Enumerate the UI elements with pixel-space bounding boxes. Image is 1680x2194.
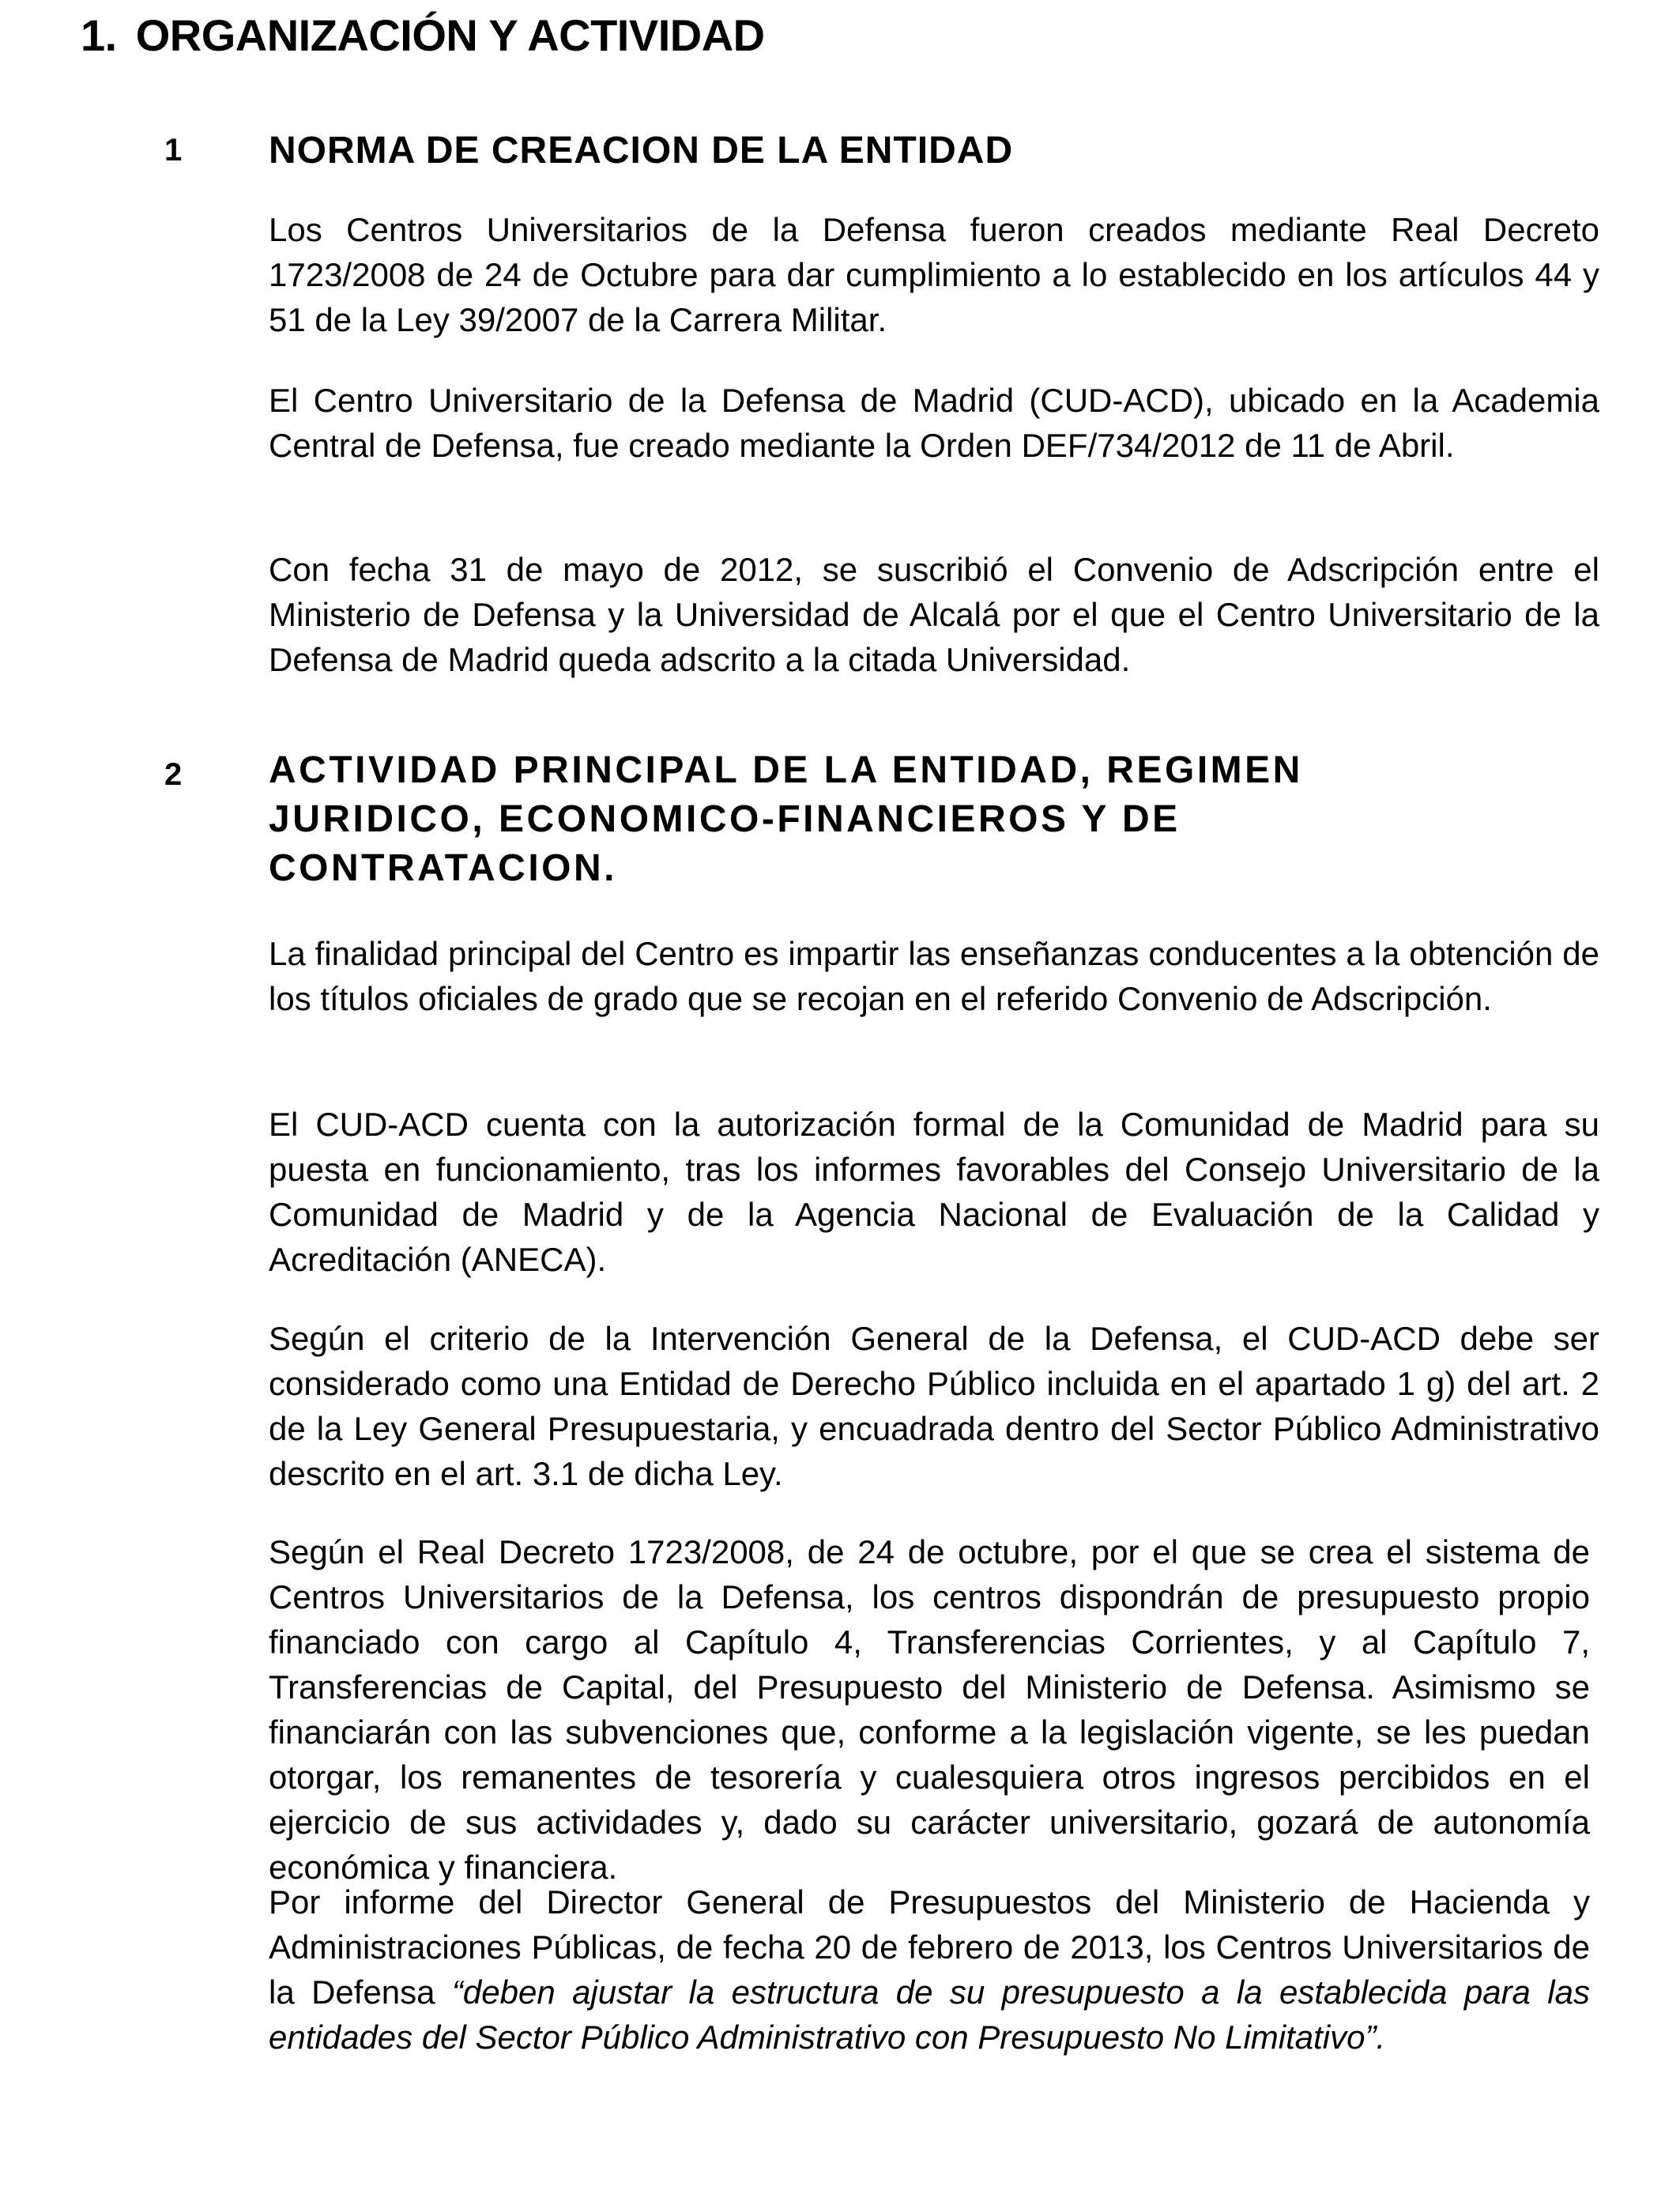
chapter-number: 1. (81, 10, 117, 60)
section-title: ACTIVIDAD PRINCIPAL DE LA ENTIDAD, REGIMEN JURIDICO, ECONOMICO-FINANCIEROS Y DE CONTRATACION. (269, 749, 1303, 889)
paragraph: La finalidad principal del Centro es impartir las enseñanzas conducentes a la obtención de los títulos oficiales de grado que se recojan en el referido Convenio de Adscripción. (269, 935, 1599, 1017)
chapter-heading (81, 9, 765, 61)
paragraph: El CUD-ACD cuenta con la autorización formal de la Comunidad de Madrid para su puesta en funcionamiento, tras los informes favorables del Consejo Universitario de la Comunidad de Madrid y de la Agencia Nacional de Evaluación de la Calidad y Acreditación (ANECA). (269, 1106, 1599, 1278)
paragraph: Según el criterio de la Intervención General de la Defensa, el CUD-ACD debe ser considerado como una Entidad de Derecho Público incluida en el apartado 1 g) del art. 2 de la Ley General Presupuestaria, y encuadrada dentro del Sector Público Administrativo descrito en el art. 3.1 de dicha Ley. (269, 1320, 1599, 1492)
chapter-title: ORGANIZACIÓN Y ACTIVIDAD (135, 10, 765, 60)
paragraph: Según el Real Decreto 1723/2008, de 24 de octubre, por el que se crea el sistema de Centros Universitarios de la Defensa, los centros dispondrán de presupuesto propio financiado con cargo al Capítulo 4, Transferencias Corrientes, y al Capítulo 7, Transferencias de Capital, del Presupuesto del Ministerio de Defensa. Asimismo se financiarán con las subvenciones que, conforme a la legislación vigente, se les puedan otorgar, los remanentes de tesorería y cualesquiera otros ingresos percibidos en el ejercicio de sus actividades y, dado su carácter universitario, gozará de autonomía económica y financiera. (269, 1533, 1590, 1886)
paragraph: Los Centros Universitarios de la Defensa fueron creados mediante Real Decreto 1723/2008 de 24 de Octubre para dar cumplimiento a lo establecido en los artículos 44 y 51 de la Ley 39/2007 de la Carrera Militar. (269, 211, 1599, 338)
paragraph: El Centro Universitario de la Defensa de Madrid (CUD-ACD), ubicado en la Academia Central de Defensa, fue creado mediante la Orden DEF/734/2012 de 11 de Abril. (269, 382, 1599, 464)
section-title: NORMA DE CREACION DE LA ENTIDAD (269, 130, 1014, 172)
section-number: 2 (164, 757, 183, 792)
paragraph-with-quote (269, 1879, 1590, 2060)
paragraph-lead: Por informe del Director General de Presupuestos del Ministerio de Hacienda y Administraciones Públicas, de fecha 20 de febrero de 2013, los Centros Universitarios de la Defensa (269, 1883, 1590, 2011)
section-number: 1 (164, 133, 183, 168)
paragraph-quote: “deben ajustar la estructura de su presupuesto a la establecida para las entidades del Sector Público Administrativo con Presupuesto No Limitativo”. (269, 1973, 1590, 2056)
paragraph: Con fecha 31 de mayo de 2012, se suscribió el Convenio de Adscripción entre el Ministerio de Defensa y la Universidad de Alcalá por el que el Centro Universitario de la Defensa de Madrid queda adscrito a la citada Universidad. (269, 551, 1599, 678)
